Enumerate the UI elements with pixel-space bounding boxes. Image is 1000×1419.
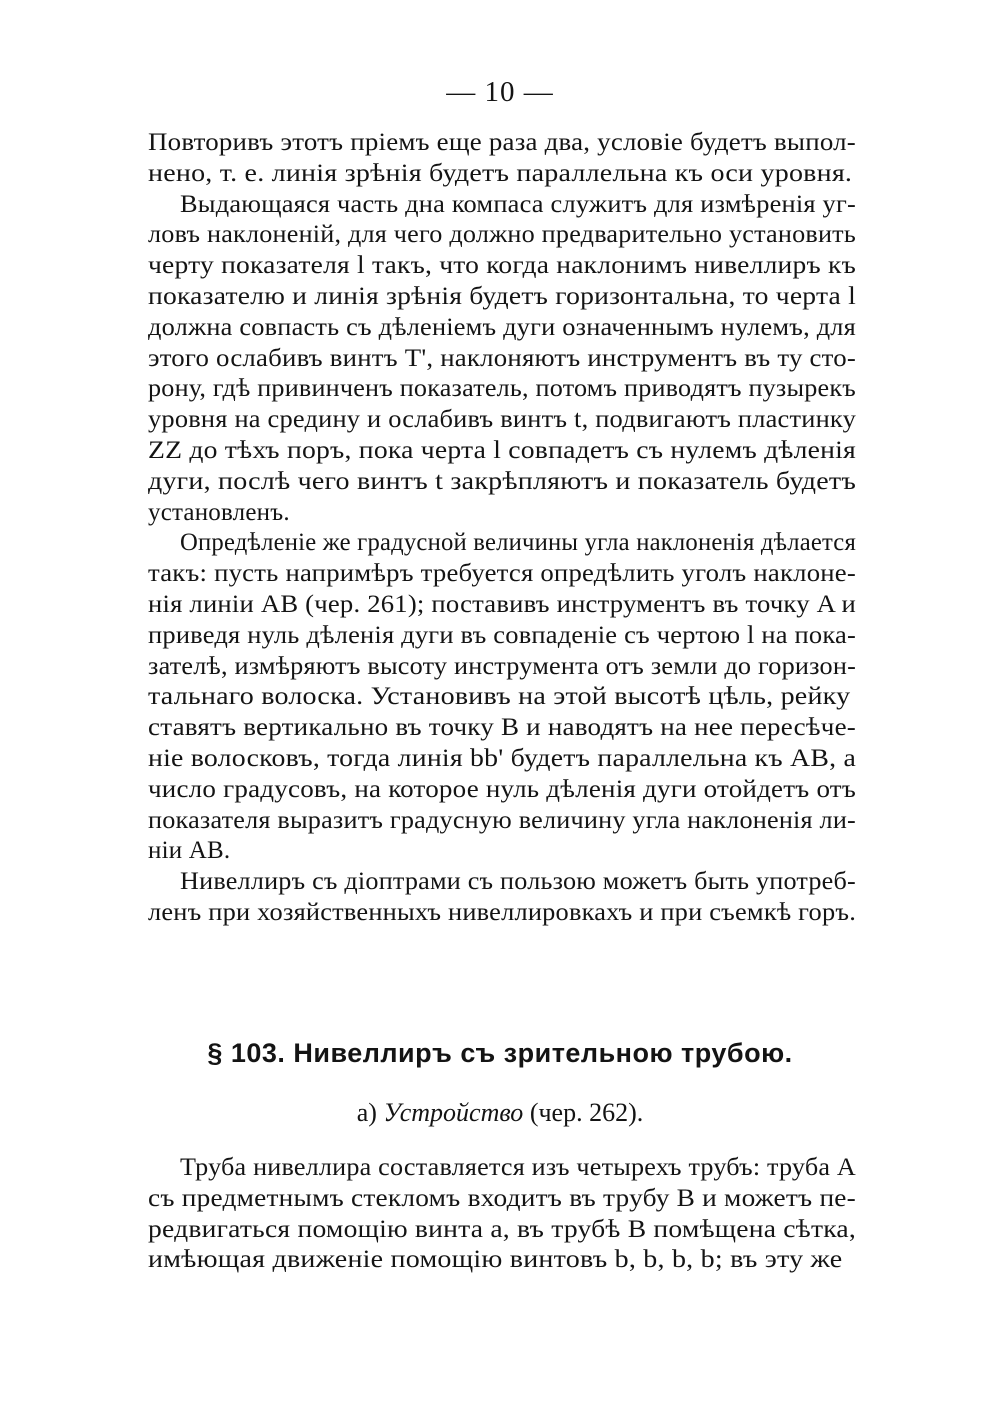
- paragraph-start-line: Выдающаяся часть дна компаса служитъ для измѣренія уг-: [180, 190, 856, 218]
- text-line: съ предметнымъ стекломъ входитъ въ трубу B и можетъ пе-: [148, 1184, 856, 1212]
- text-line-last: ніи AB.: [148, 837, 231, 865]
- subsection-prefix: а): [356, 1098, 384, 1127]
- text-line: этого ослабивъ винтъ T', наклоняютъ инструментъ въ ту сто-: [148, 344, 857, 372]
- text-line: число градусовъ, на которое нуль дѣленія дуги отойдетъ отъ: [148, 775, 857, 803]
- text-line-last: установленъ.: [148, 498, 290, 526]
- text-line: уровня на средину и ослабивъ винтъ t, подвигаютъ пластинку: [148, 406, 857, 434]
- text-line: имѣющая движеніе помощію винтовъ b, b, b, b; въ эту же: [148, 1246, 843, 1274]
- subsection-title: Устройство: [383, 1098, 524, 1127]
- text-line: ленъ при хозяйственныхъ нивеллировкахъ и при съемкѣ горъ.: [148, 898, 857, 926]
- text-line: нія линіи AB (чер. 261); поставивъ инструментъ въ точку A и: [148, 590, 856, 618]
- text-line: дуги, послѣ чего винтъ t закрѣпляютъ и показатель будетъ: [148, 467, 857, 495]
- page-number: — 10 —: [446, 76, 554, 108]
- paragraph-start-line: Труба нивеллира составляется изъ четырехъ трубъ: труба A: [180, 1154, 856, 1181]
- text-line: зателѣ, измѣряютъ высоту инструмента отъ земли до горизон-: [148, 652, 857, 680]
- text-line: тальнаго волоска. Установивъ на этой высотѣ цѣль, рейку: [148, 683, 851, 711]
- paragraph-start-line: Нивеллиръ съ діоптрами съ пользою можетъ быть употреб-: [180, 868, 856, 896]
- section-heading: § 103. Нивеллиръ съ зрительною трубою.: [207, 1038, 793, 1068]
- text-line: приведя нуль дѣленія дуги въ совпаденіе съ чертою l на пока-: [148, 621, 857, 649]
- text-line: черту показателя l такъ, что когда наклонимъ нивеллиръ къ: [148, 252, 857, 280]
- text-line: показателю и линія зрѣнія будетъ горизонтальна, то черта l: [148, 282, 857, 310]
- text-line: ніе волосковъ, тогда линія bb' будетъ параллельна къ AB, а: [148, 744, 857, 772]
- paragraph-start-line: Опредѣленіе же градусной величины угла наклоненія дѣлается: [180, 529, 856, 557]
- subsection-heading: [0, 1098, 1000, 1128]
- text-line: ловъ наклоненій, для чего должно предварительно установить: [148, 221, 856, 249]
- text-line: нено, т. е. линія зрѣнія будетъ параллельна къ оси уровня.: [148, 159, 853, 187]
- text-line: показателя выразитъ градусную величину угла наклоненія ли-: [148, 806, 856, 834]
- text-line: ZZ до тѣхъ поръ, пока черта l совпадетъ съ нулемъ дѣленія: [148, 436, 856, 464]
- text-line: должна совпасть съ дѣленіемъ дуги означеннымъ нулемъ, для: [148, 313, 856, 341]
- text-line: такъ: пусть напримѣръ требуется опредѣлить уголъ наклоне-: [148, 560, 857, 588]
- subsection-reference: (чер. 262).: [523, 1098, 644, 1127]
- body-text-top: [148, 128, 856, 929]
- text-line: редвигаться помощію винта a, въ трубѣ B помѣщена сѣтка,: [148, 1215, 857, 1243]
- text-line: Повторивъ этотъ пріемъ еще раза два, условіе будетъ выпол-: [148, 129, 856, 156]
- text-line: рону, гдѣ привинченъ показатель, потомъ приводятъ пузырекъ: [148, 375, 856, 403]
- text-line: ставятъ вертикально въ точку B и наводятъ на нее пересѣче-: [148, 714, 857, 742]
- body-text-bottom: [148, 1153, 856, 1276]
